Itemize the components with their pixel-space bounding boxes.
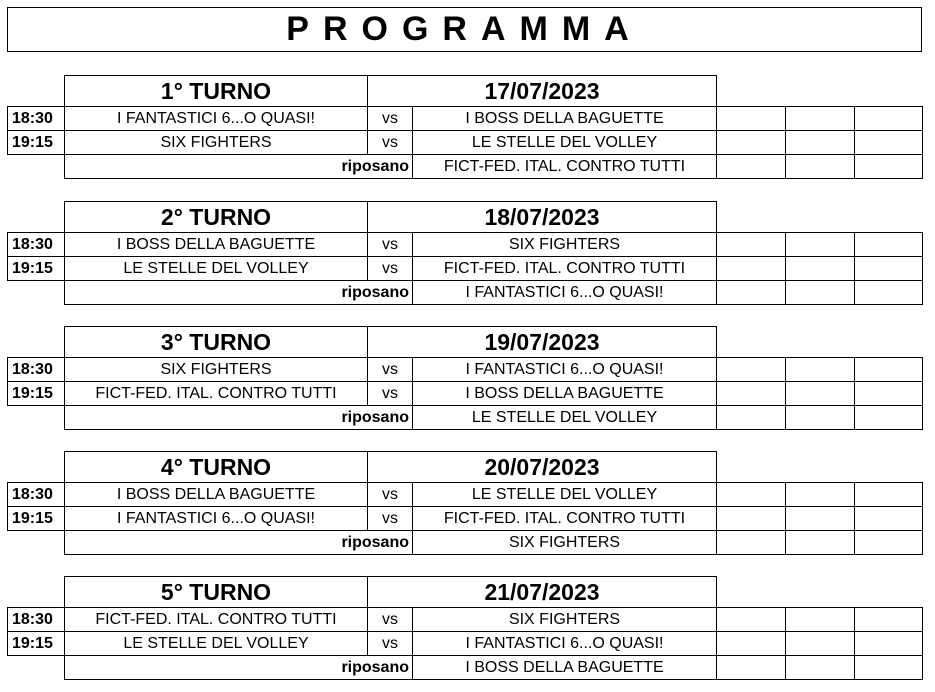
home-team: I FANTASTICI 6...O QUASI!	[64, 106, 368, 131]
score-cell	[854, 130, 923, 155]
round-block	[0, 201, 935, 305]
score-cell	[785, 482, 855, 507]
vs-label: vs	[367, 357, 413, 382]
match-time: 19:15	[7, 381, 65, 406]
score-cell	[785, 280, 855, 305]
resting-team: LE STELLE DEL VOLLEY	[412, 405, 717, 430]
away-team: LE STELLE DEL VOLLEY	[412, 482, 717, 507]
score-cell	[854, 655, 923, 680]
resting-label: riposano	[64, 655, 413, 680]
match-time: 18:30	[7, 232, 65, 257]
score-cell	[785, 530, 855, 555]
score-cell	[716, 106, 786, 131]
away-team: SIX FIGHTERS	[412, 607, 717, 632]
score-cell	[854, 530, 923, 555]
score-cell	[854, 607, 923, 632]
vs-label: vs	[367, 232, 413, 257]
away-team: I FANTASTICI 6...O QUASI!	[412, 631, 717, 656]
vs-label: vs	[367, 506, 413, 531]
resting-team: SIX FIGHTERS	[412, 530, 717, 555]
round-name: 3° TURNO	[64, 326, 368, 358]
home-team: I BOSS DELLA BAGUETTE	[64, 482, 368, 507]
score-cell	[716, 357, 786, 382]
score-cell	[785, 357, 855, 382]
score-cell	[785, 631, 855, 656]
score-cell	[854, 154, 923, 179]
score-cell	[716, 256, 786, 281]
match-time: 19:15	[7, 130, 65, 155]
page-title: PROGRAMMA	[7, 7, 922, 52]
score-cell	[716, 405, 786, 430]
round-name: 1° TURNO	[64, 75, 368, 107]
score-cell	[785, 256, 855, 281]
match-time: 19:15	[7, 256, 65, 281]
score-cell	[854, 232, 923, 257]
score-cell	[854, 357, 923, 382]
away-team: I BOSS DELLA BAGUETTE	[412, 106, 717, 131]
round-block	[0, 326, 935, 430]
round-date: 19/07/2023	[367, 326, 717, 358]
score-cell	[854, 280, 923, 305]
resting-team: I FANTASTICI 6...O QUASI!	[412, 280, 717, 305]
round-date: 20/07/2023	[367, 451, 717, 483]
score-cell	[716, 482, 786, 507]
score-cell	[785, 232, 855, 257]
away-team: FICT-FED. ITAL. CONTRO TUTTI	[412, 256, 717, 281]
match-time: 18:30	[7, 106, 65, 131]
score-cell	[716, 232, 786, 257]
score-cell	[716, 607, 786, 632]
vs-label: vs	[367, 607, 413, 632]
match-time: 19:15	[7, 631, 65, 656]
round-block	[0, 576, 935, 680]
score-cell	[854, 106, 923, 131]
resting-label: riposano	[64, 154, 413, 179]
score-cell	[785, 381, 855, 406]
round-name: 5° TURNO	[64, 576, 368, 608]
away-team: SIX FIGHTERS	[412, 232, 717, 257]
round-block	[0, 75, 935, 179]
score-cell	[716, 530, 786, 555]
vs-label: vs	[367, 106, 413, 131]
home-team: SIX FIGHTERS	[64, 357, 368, 382]
vs-label: vs	[367, 130, 413, 155]
score-cell	[854, 405, 923, 430]
round-block	[0, 451, 935, 555]
vs-label: vs	[367, 381, 413, 406]
score-cell	[716, 130, 786, 155]
score-cell	[785, 405, 855, 430]
match-time: 19:15	[7, 506, 65, 531]
away-team: FICT-FED. ITAL. CONTRO TUTTI	[412, 506, 717, 531]
round-date: 21/07/2023	[367, 576, 717, 608]
home-team: I BOSS DELLA BAGUETTE	[64, 232, 368, 257]
home-team: SIX FIGHTERS	[64, 130, 368, 155]
score-cell	[716, 381, 786, 406]
match-time: 18:30	[7, 607, 65, 632]
home-team: I FANTASTICI 6...O QUASI!	[64, 506, 368, 531]
match-time: 18:30	[7, 482, 65, 507]
score-cell	[854, 631, 923, 656]
score-cell	[785, 655, 855, 680]
match-time: 18:30	[7, 357, 65, 382]
away-team: LE STELLE DEL VOLLEY	[412, 130, 717, 155]
round-name: 4° TURNO	[64, 451, 368, 483]
score-cell	[716, 280, 786, 305]
home-team: LE STELLE DEL VOLLEY	[64, 631, 368, 656]
round-name: 2° TURNO	[64, 201, 368, 233]
vs-label: vs	[367, 631, 413, 656]
score-cell	[854, 256, 923, 281]
resting-team: FICT-FED. ITAL. CONTRO TUTTI	[412, 154, 717, 179]
home-team: FICT-FED. ITAL. CONTRO TUTTI	[64, 381, 368, 406]
round-date: 17/07/2023	[367, 75, 717, 107]
score-cell	[716, 154, 786, 179]
score-cell	[785, 506, 855, 531]
score-cell	[785, 106, 855, 131]
score-cell	[854, 381, 923, 406]
home-team: FICT-FED. ITAL. CONTRO TUTTI	[64, 607, 368, 632]
score-cell	[785, 130, 855, 155]
away-team: I FANTASTICI 6...O QUASI!	[412, 357, 717, 382]
vs-label: vs	[367, 256, 413, 281]
score-cell	[785, 607, 855, 632]
round-date: 18/07/2023	[367, 201, 717, 233]
resting-label: riposano	[64, 280, 413, 305]
score-cell	[854, 482, 923, 507]
home-team: LE STELLE DEL VOLLEY	[64, 256, 368, 281]
away-team: I BOSS DELLA BAGUETTE	[412, 381, 717, 406]
resting-team: I BOSS DELLA BAGUETTE	[412, 655, 717, 680]
resting-label: riposano	[64, 530, 413, 555]
score-cell	[716, 655, 786, 680]
vs-label: vs	[367, 482, 413, 507]
score-cell	[716, 506, 786, 531]
score-cell	[854, 506, 923, 531]
score-cell	[716, 631, 786, 656]
resting-label: riposano	[64, 405, 413, 430]
score-cell	[785, 154, 855, 179]
